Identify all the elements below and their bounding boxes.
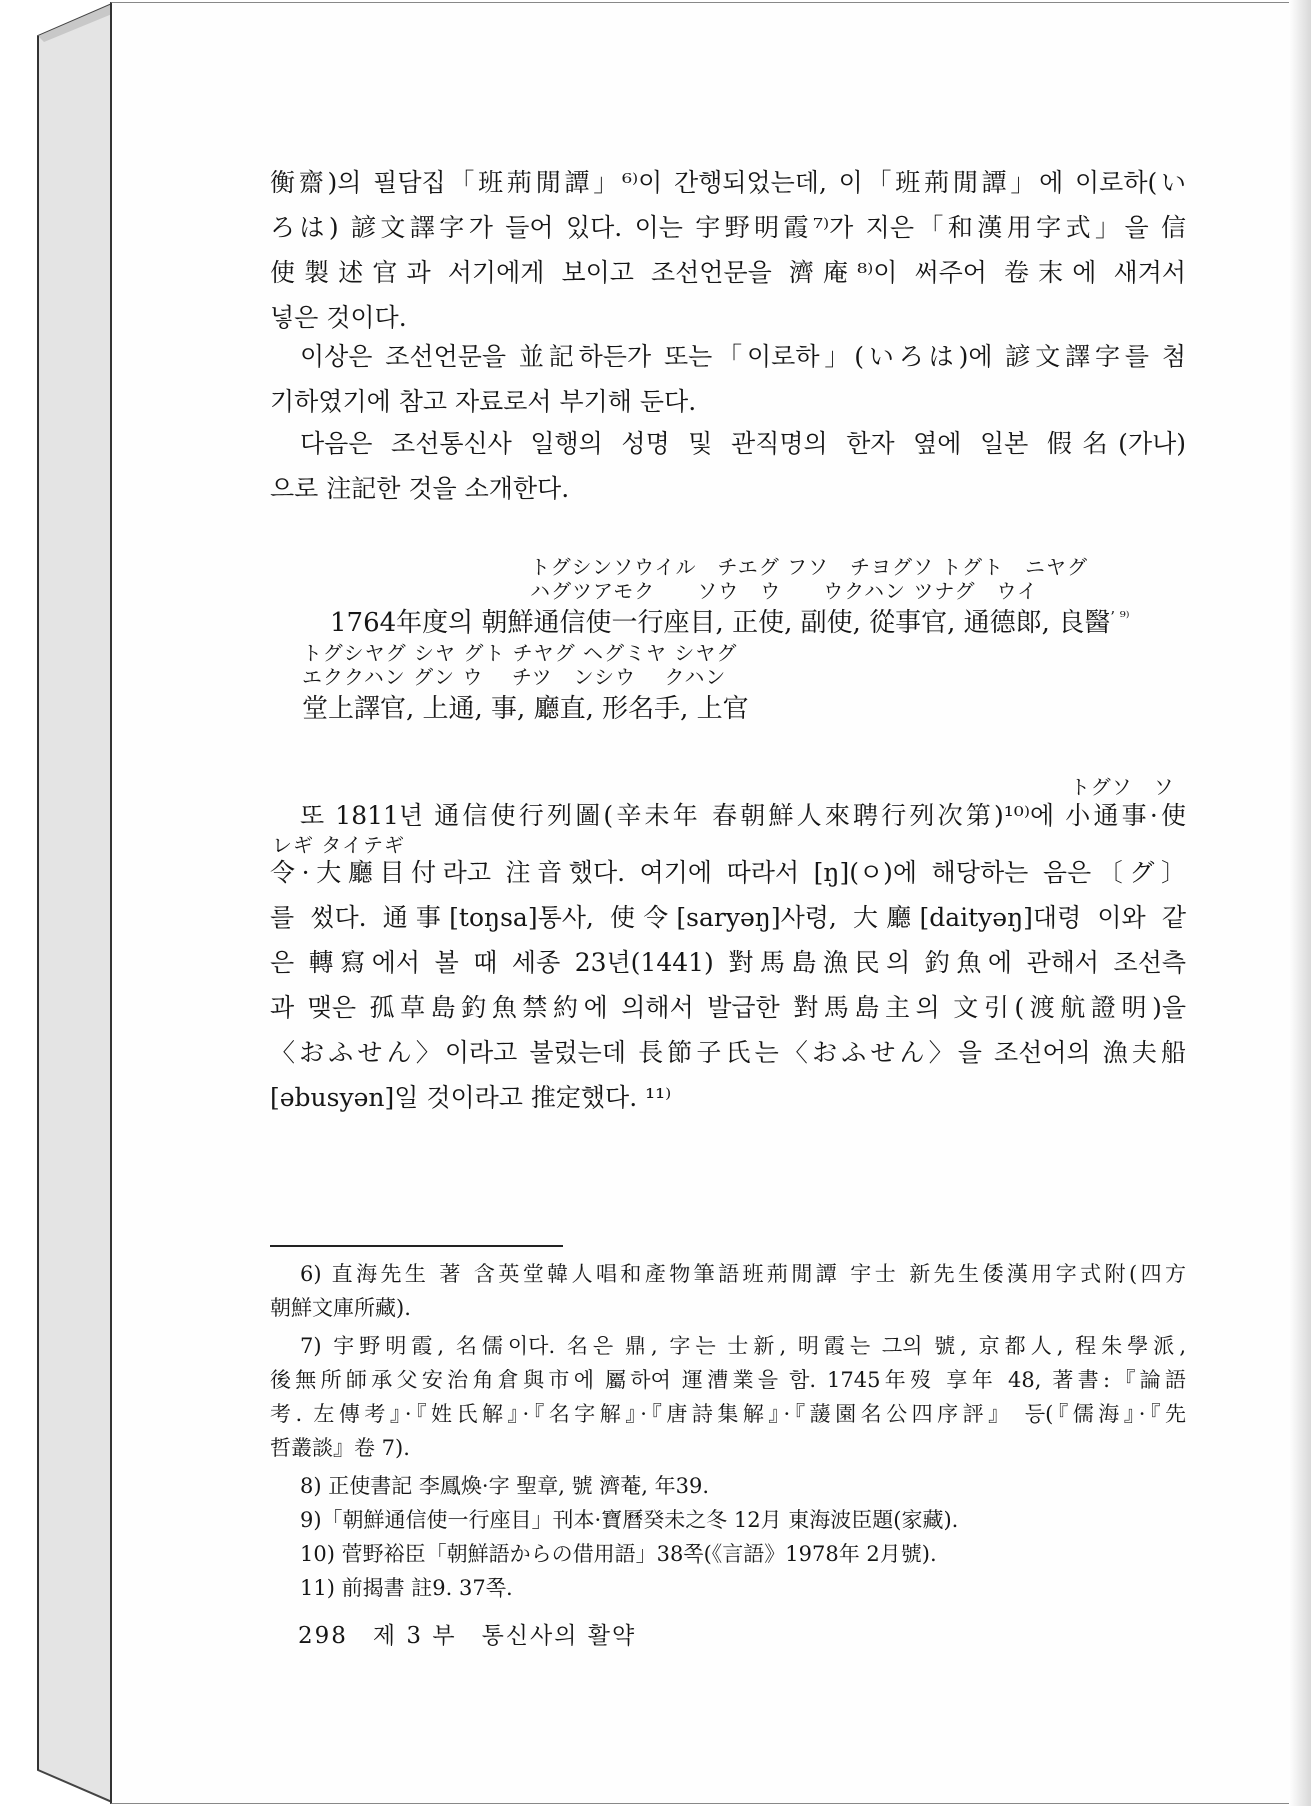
text-line: 다음은 조선통신사 일행의 성명 및 관직명의 한자 옆에 일본 假名(가나): [300, 429, 1186, 458]
footnote-line: 後無所師承父安治角倉與市에 屬하여 運漕業을 함. 1745年歿 享年 48, 著書:『論語: [270, 1368, 1186, 1392]
text-line: 넣은 것이다.: [270, 303, 407, 332]
text-line: 또 1811년 通信使行列圖(辛未年 春朝鮮人來聘行列次第)¹⁰⁾에 小通事·使: [300, 801, 1186, 830]
text-line: 이상은 조선언문을 並記하든가 또는「이로하」(いろは)에 諺文譯字를 첨: [300, 342, 1186, 371]
ruby-main-line-2: 堂上譯官, 上通, 事, 廳直, 形名手, 上官: [302, 694, 749, 724]
text-line: 를 썼다. 通事[toŋsa]통사, 使令[saryəŋ]사령, 大廳[daityəŋ]대령 이와 같: [270, 903, 1186, 932]
page-edge-shadow: [1289, 0, 1311, 1806]
page-folio: 298 제 3 부 통신사의 활약: [298, 1623, 637, 1649]
paragraph-4-continued: [270, 850, 1186, 1120]
text-line: 과 맺은 孤草島釣魚禁約에 의해서 발급한 對馬島主의 文引(渡航證明)을: [270, 993, 1186, 1022]
kana-annotation-top: トグシンソウイル チエグ フソ チヨグソ トグト ニヤグ: [530, 555, 1089, 579]
footnote-line: 6) 直海先生 著 含英堂韓人唱和產物筆語班荊閒譚 宇士 新先生倭漢用字式附(四方: [300, 1262, 1186, 1286]
footnote-rule: [270, 1245, 563, 1247]
kana-annotation-right: トグソ ソ: [1070, 775, 1175, 799]
text-line: 으로 注記한 것을 소개한다.: [270, 474, 570, 503]
text-line: 衡齋)의 필담집「班荊閒譚」⁶⁾이 간행되었는데, 이「班荊閒譚」에 이로하(い: [270, 168, 1186, 197]
kana-annotation-bottom: エククハン グン ウ チツ ンシウ クハン: [302, 665, 727, 689]
text-line: [əbusyən]일 것이라고 推定했다. ¹¹⁾: [270, 1083, 672, 1112]
footnote-line: 7) 宇野明霞, 名儒이다. 名은 鼎, 字는 士新, 明霞는 그의 號, 京都人, 程朱學派,: [300, 1334, 1186, 1358]
footnote-marker: ’ ⁹⁾: [1110, 608, 1130, 626]
paragraph-1: [270, 160, 1186, 340]
ruby-main-text: 1764年度의 朝鮮通信使一行座目, 正使, 副使, 從事官, 通德郞, 良醫: [330, 608, 1111, 638]
book-spine: [0, 0, 112, 1806]
footnote-line: 哲叢談』卷 7).: [270, 1436, 410, 1460]
footnote-line: 9)「朝鮮通信使一行座目」刊本·寶曆癸未之冬 12月 東海波臣題(家藏).: [300, 1508, 959, 1532]
text-line: 은 轉寫에서 볼 때 세종 23년(1441) 對馬島漁民의 釣魚에 관해서 조선측: [270, 948, 1186, 977]
kana-annotation-bottom: ハグツアモク ソウ ウ ウクハン ツナグ ウイ: [530, 579, 1038, 603]
kana-annotation-top: トグシヤグ シヤ グト チヤグ ヘグミヤ シヤグ: [302, 641, 738, 665]
text-line: 기하였기에 참고 자료로서 부기해 둔다.: [270, 387, 697, 416]
footnote-line: 朝鮮文庫所藏).: [270, 1296, 411, 1320]
text-line: 使製述官과 서기에게 보이고 조선언문을 濟庵⁸⁾이 써주어 卷末에 새겨서: [270, 258, 1186, 287]
footnotes: [270, 1257, 1186, 1605]
text-line: 〈おふせん〉이라고 불렀는데 長節子氏는〈おふせん〉을 조선어의 漁夫船: [270, 1038, 1186, 1067]
ruby-main-line-1: [330, 602, 1129, 639]
text-line: 令·大廳目付라고 注音했다. 여기에 따라서 [ŋ](ㅇ)에 해당하는 음은〔グ〕: [270, 858, 1186, 887]
paragraph-4: [270, 793, 1186, 838]
footnote-line: 8) 正使書記 李鳳煥·字 聖章, 號 濟菴, 年39.: [300, 1474, 710, 1498]
text-line: ろは) 諺文譯字가 들어 있다. 이는 宇野明霞⁷⁾가 지은「和漢用字式」을 信: [270, 213, 1186, 242]
footnote-line: 考. 左傳考』·『姓氏解』·『名字解』·『唐詩集解』·『蘐園名公四序評』 등(『儒海』·『先: [270, 1402, 1186, 1426]
footnote-line: 11) 前揭書 註9. 37쪽.: [300, 1576, 513, 1600]
footnote-line: 10) 菅野裕臣「朝鮮語からの借用語」38쪽(《言語》1978年 2月號).: [300, 1542, 937, 1566]
paragraph-2: [270, 334, 1186, 424]
paragraph-3: [270, 421, 1186, 511]
kana-annotation-left: レギ タイテギ: [272, 833, 405, 857]
